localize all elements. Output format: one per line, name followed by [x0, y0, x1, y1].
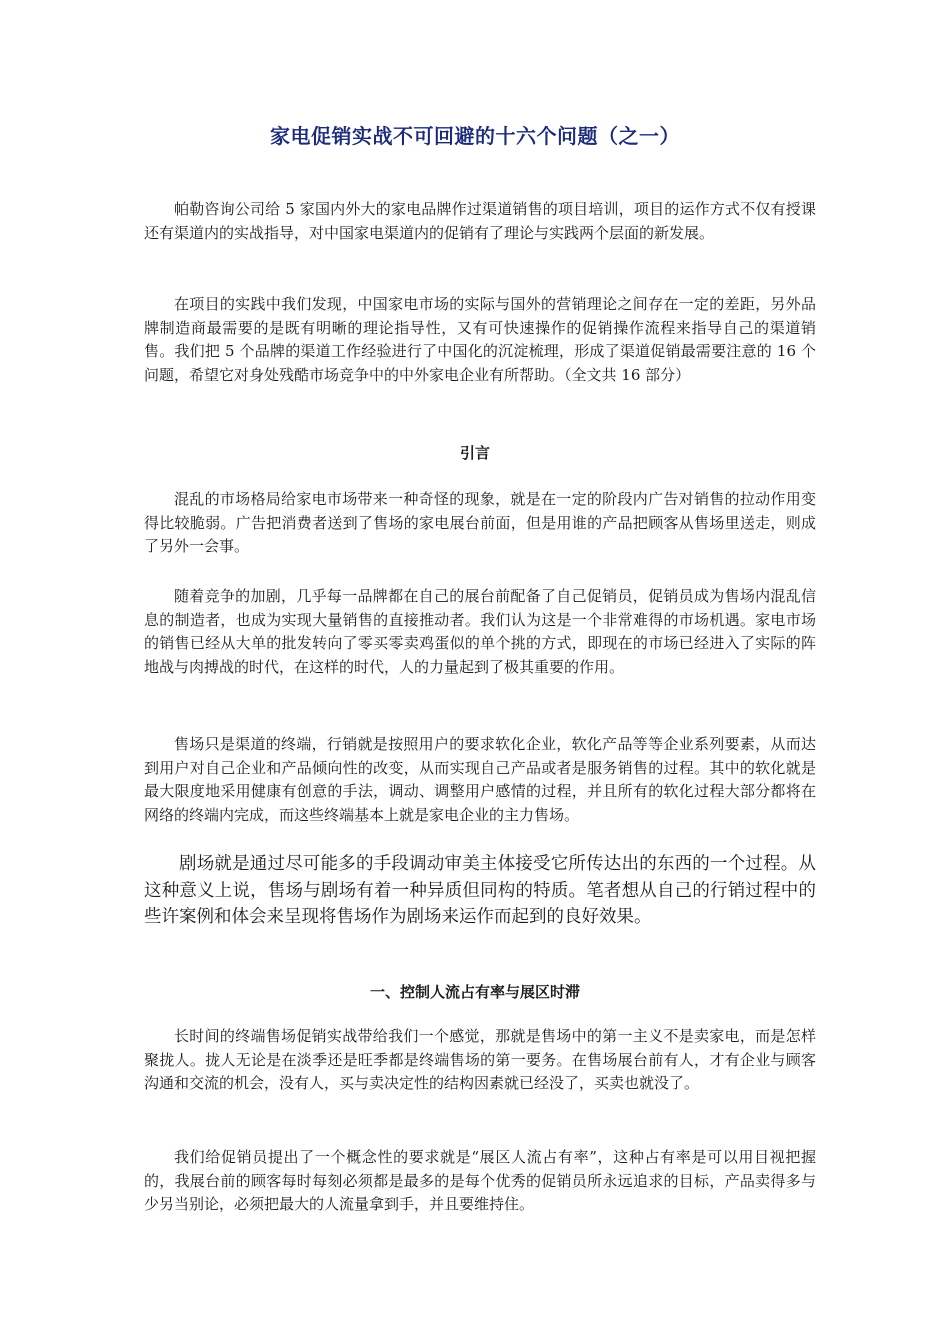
- section-one-paragraph-2: 我们给促销员提出了一个概念性的要求就是“展区人流占有率”，这种占有率是可以用目视把握的，我展台前的顾客每时每刻必须都是最多的是每个优秀的促销员所永远追求的目标，产品卖得多与少另当别论，必须把最大的人流量拿到手，并且要维持住。: [144, 1148, 816, 1213]
- section-heading-intro: 引言: [459, 444, 490, 462]
- intro-paragraph-2: 在项目的实践中我们发现，中国家电市场的实际与国外的营销理论之间存在一定的差距，另外品牌制造商最需要的是既有明晰的理论指导性，又有可快速操作的促销操作流程来指导自己的渠道销售。我们把 5 个品牌的渠道工作经验进行了中国化的沉淀梳理，形成了渠道促销最需要注意的 16 个问题，希望它对身处残酷市场竞争中的中外家电企业有所帮助。（全文共 16 部分）: [144, 295, 816, 384]
- section-one-paragraph-1: 长时间的终端售场促销实战带给我们一个感觉，那就是售场中的第一主义不是卖家电，而是怎样聚拢人。拢人无论是在淡季还是旺季都是终端售场的第一要务。在售场展台前有人，才有企业与顾客沟通和交流的机会，没有人，买与卖决定性的结构因素就已经没了，买卖也就没了。: [144, 1027, 816, 1092]
- intro-paragraph-1: 帕勒咨询公司给 5 家国内外大的家电品牌作过渠道销售的项目培训，项目的运作方式不仅有授课还有渠道内的实战指导，对中国家电渠道内的促销有了理论与实践两个层面的新发展。: [144, 200, 816, 242]
- section-intro-paragraph-2: 随着竞争的加剧，几乎每一品牌都在自己的展台前配备了自己促销员，促销员成为售场内混乱信息的制造者，也成为实现大量销售的直接推动者。我们认为这是一个非常难得的市场机遇。家电市场的销售已经从大单的批发转向了零买零卖鸡蛋似的单个挑的方式，即现在的市场已经进入了实际的阵地战与肉搏战的时代，在这样的时代，人的力量起到了极其重要的作用。: [144, 587, 816, 676]
- section-intro-paragraph-4: 剧场就是通过尽可能多的手段调动审美主体接受它所传达出的东西的一个过程。从这种意义上说，售场与剧场有着一种异质但同构的特质。笔者想从自己的行销过程中的些许案例和体会来呈现将售场作为剧场来运作而起到的良好效果。: [144, 854, 816, 927]
- section-intro-paragraph-1: 混乱的市场格局给家电市场带来一种奇怪的现象，就是在一定的阶段内广告对销售的拉动作用变得比较脆弱。广告把消费者送到了售场的家电展台前面，但是用谁的产品把顾客从售场里送走，则成了另外一会事。: [144, 490, 816, 555]
- section-heading-one: 一、控制人流占有率与展区时滞: [369, 983, 580, 1001]
- section-intro-paragraph-3: 售场只是渠道的终端，行销就是按照用户的要求软化企业，软化产品等等企业系列要素，从而达到用户对自己企业和产品倾向性的改变，从而实现自己产品或者是服务销售的过程。其中的软化就是最大限度地采用健康有创意的手法，调动、调整用户感情的过程，并且所有的软化过程大部分都将在网络的终端内完成，而这些终端基本上就是家电企业的主力售场。: [144, 735, 816, 824]
- document-title: 家电促销实战不可回避的十六个问题（之一）: [270, 124, 680, 148]
